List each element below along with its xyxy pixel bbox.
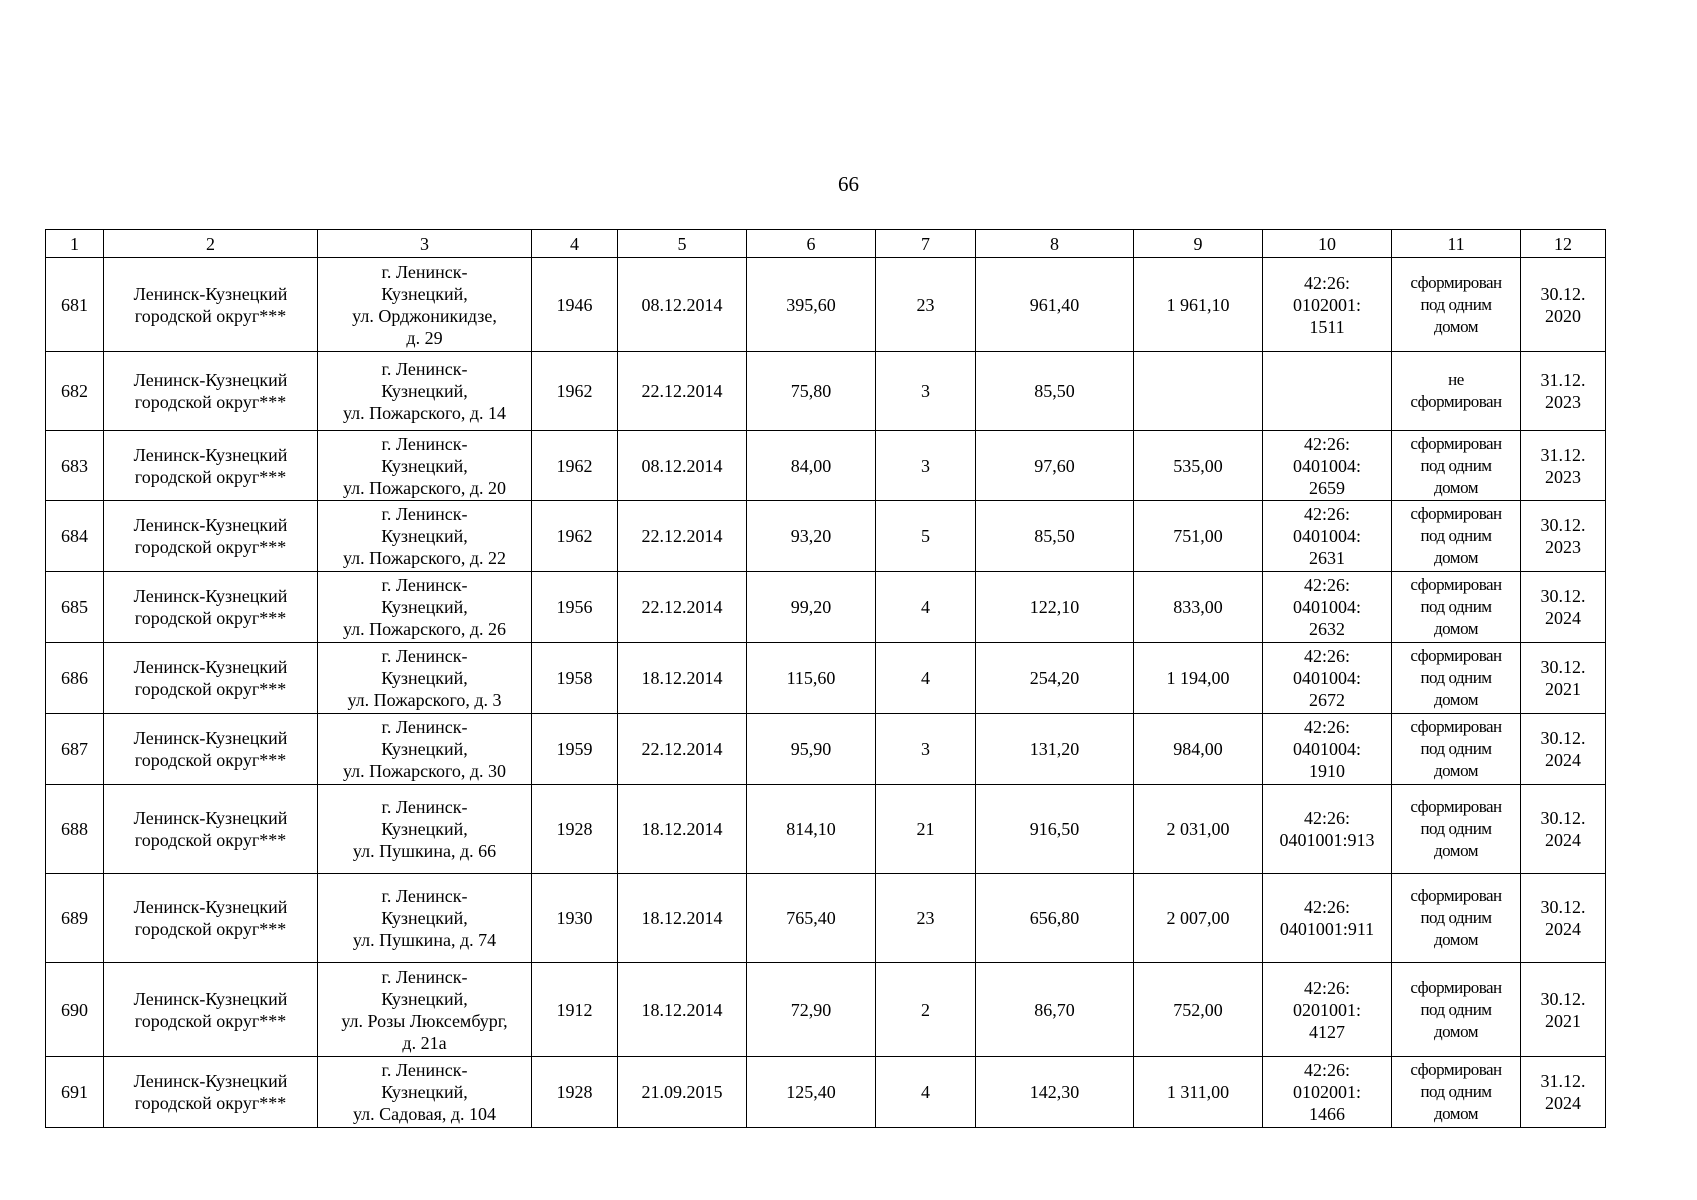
value-cell-9: 2 007,00 <box>1134 874 1263 963</box>
year-cell: 1958 <box>532 643 618 714</box>
table-body <box>46 258 1606 1128</box>
status-line: домом <box>1433 1021 1479 1041</box>
address-cell <box>318 352 532 431</box>
status-line: домом <box>1433 477 1479 497</box>
land-status-cell <box>1392 785 1521 874</box>
value-cell-8: 85,50 <box>976 352 1134 431</box>
cadastral-number-cell <box>1263 352 1392 431</box>
row-number-cell: 683 <box>46 431 104 501</box>
table-row <box>46 431 1606 501</box>
status-line: сформирован <box>1410 797 1502 816</box>
date-cell: 18.12.2014 <box>618 643 747 714</box>
column-header: 1 <box>46 230 104 258</box>
municipality-line: Ленинск-Кузнецкий <box>133 728 288 748</box>
address-line: г. Ленинск- <box>381 575 468 595</box>
value-cell-8: 97,60 <box>976 431 1134 501</box>
address-line: ул. Пожарского, д. 30 <box>342 761 507 781</box>
land-status-cell <box>1392 874 1521 963</box>
year-cell: 1928 <box>532 1057 618 1128</box>
date-cell: 18.12.2014 <box>618 785 747 874</box>
status-line: под одним <box>1420 908 1492 927</box>
cadastral-line: 0401004: <box>1292 455 1361 476</box>
table-row <box>46 963 1606 1057</box>
deadline-line: 2023 <box>1545 392 1581 412</box>
municipality-cell <box>104 501 318 572</box>
municipality-cell <box>104 572 318 643</box>
municipality-line: городской округ*** <box>134 537 287 557</box>
value-cell-7: 4 <box>876 643 976 714</box>
cadastral-line: 42:26: <box>1303 977 1350 998</box>
date-cell: 21.09.2015 <box>618 1057 747 1128</box>
status-line: под одним <box>1420 597 1492 616</box>
address-cell <box>318 1057 532 1128</box>
status-line: сформирован <box>1410 977 1502 997</box>
value-cell-9: 2 031,00 <box>1134 785 1263 874</box>
land-status-cell <box>1392 352 1521 431</box>
value-cell-9: 1 194,00 <box>1134 643 1263 714</box>
row-number-cell: 687 <box>46 714 104 785</box>
page-number: 66 <box>838 172 859 196</box>
value-cell-8: 961,40 <box>976 258 1134 352</box>
address-line: Кузнецкий, <box>381 283 468 304</box>
value-cell-7: 3 <box>876 431 976 501</box>
cadastral-number-cell <box>1263 874 1392 963</box>
municipality-cell <box>104 431 318 501</box>
row-number-cell: 685 <box>46 572 104 643</box>
year-cell: 1930 <box>532 874 618 963</box>
row-number-cell: 688 <box>46 785 104 874</box>
value-cell-7: 2 <box>876 963 976 1057</box>
cadastral-line: 0401001:911 <box>1279 919 1375 939</box>
address-line: ул. Пожарского, д. 20 <box>342 477 507 498</box>
cadastral-line: 0401001:913 <box>1279 830 1375 850</box>
address-cell <box>318 258 532 352</box>
value-cell-9: 752,00 <box>1134 963 1263 1057</box>
status-line: сформирован <box>1410 392 1502 411</box>
address-line: д. 29 <box>406 327 443 348</box>
municipality-line: Ленинск-Кузнецкий <box>133 515 288 535</box>
address-line: г. Ленинск- <box>381 504 468 524</box>
status-line: под одним <box>1420 455 1492 475</box>
address-line: Кузнецкий, <box>381 455 468 476</box>
land-status-cell <box>1392 431 1521 501</box>
column-header: 12 <box>1521 230 1606 258</box>
status-line: сформирован <box>1410 575 1502 594</box>
deadline-cell <box>1521 963 1606 1057</box>
value-cell-9 <box>1134 352 1263 431</box>
value-cell-7: 5 <box>876 501 976 572</box>
row-number-cell: 682 <box>46 352 104 431</box>
deadline-line: 30.12. <box>1540 988 1586 1009</box>
status-line: под одним <box>1420 1082 1492 1101</box>
status-line: под одним <box>1420 526 1492 545</box>
value-cell-8: 254,20 <box>976 643 1134 714</box>
address-line: г. Ленинск- <box>381 433 468 454</box>
table-row <box>46 1057 1606 1128</box>
cadastral-line: 42:26: <box>1303 717 1350 737</box>
address-line: Кузнецкий, <box>381 819 468 839</box>
housing-registry-table <box>45 229 1606 1128</box>
value-cell-6: 99,20 <box>747 572 876 643</box>
cadastral-number-cell <box>1263 431 1392 501</box>
date-cell: 22.12.2014 <box>618 714 747 785</box>
deadline-line: 31.12. <box>1540 1071 1586 1091</box>
cadastral-line: 0401004: <box>1292 526 1361 546</box>
address-line: Кузнецкий, <box>381 381 468 401</box>
value-cell-7: 4 <box>876 572 976 643</box>
row-number-cell: 691 <box>46 1057 104 1128</box>
address-cell <box>318 501 532 572</box>
column-header: 8 <box>976 230 1134 258</box>
address-line: г. Ленинск- <box>381 646 468 666</box>
cadastral-line: 42:26: <box>1303 1060 1350 1080</box>
municipality-line: городской округ*** <box>134 1010 287 1031</box>
value-cell-6: 95,90 <box>747 714 876 785</box>
value-cell-6: 395,60 <box>747 258 876 352</box>
cadastral-line: 0401004: <box>1292 668 1361 688</box>
address-line: ул. Садовая, д. 104 <box>352 1104 497 1124</box>
municipality-line: Ленинск-Кузнецкий <box>133 370 288 390</box>
status-line: сформирован <box>1410 433 1502 453</box>
cadastral-line: 0102001: <box>1292 1082 1361 1102</box>
address-cell <box>318 963 532 1057</box>
cadastral-line: 1910 <box>1309 761 1345 781</box>
deadline-line: 31.12. <box>1540 444 1586 465</box>
table-row <box>46 572 1606 643</box>
deadline-line: 30.12. <box>1540 657 1586 677</box>
cadastral-line: 0201001: <box>1292 999 1361 1020</box>
status-line: домом <box>1433 548 1479 567</box>
value-cell-7: 23 <box>876 258 976 352</box>
status-line: под одним <box>1420 739 1492 758</box>
municipality-cell <box>104 258 318 352</box>
address-cell <box>318 714 532 785</box>
address-line: ул. Пожарского, д. 22 <box>342 548 507 568</box>
cadastral-line: 2632 <box>1309 619 1345 639</box>
municipality-cell <box>104 714 318 785</box>
cadastral-number-cell <box>1263 258 1392 352</box>
cadastral-line: 42:26: <box>1303 575 1350 595</box>
municipality-cell <box>104 963 318 1057</box>
column-header: 10 <box>1263 230 1392 258</box>
status-line: сформирован <box>1410 1060 1502 1079</box>
value-cell-9: 833,00 <box>1134 572 1263 643</box>
cadastral-line: 2659 <box>1309 477 1345 498</box>
address-line: ул. Пожарского, д. 3 <box>347 690 502 710</box>
address-cell <box>318 572 532 643</box>
status-line: домом <box>1433 690 1479 709</box>
date-cell: 08.12.2014 <box>618 431 747 501</box>
municipality-line: Ленинск-Кузнецкий <box>133 444 288 465</box>
land-status-cell <box>1392 643 1521 714</box>
municipality-line: городской округ*** <box>134 305 287 326</box>
value-cell-6: 115,60 <box>747 643 876 714</box>
municipality-line: городской округ*** <box>134 750 287 770</box>
municipality-cell <box>104 874 318 963</box>
deadline-cell <box>1521 258 1606 352</box>
cadastral-line: 42:26: <box>1303 433 1350 454</box>
deadline-line: 30.12. <box>1540 515 1586 535</box>
date-cell: 08.12.2014 <box>618 258 747 352</box>
table-row <box>46 501 1606 572</box>
municipality-cell <box>104 1057 318 1128</box>
address-line: г. Ленинск- <box>381 1060 468 1080</box>
cadastral-number-cell <box>1263 1057 1392 1128</box>
table-row <box>46 785 1606 874</box>
status-line: не <box>1448 370 1464 389</box>
date-cell: 22.12.2014 <box>618 572 747 643</box>
status-line: сформирован <box>1410 272 1502 292</box>
address-line: г. Ленинск- <box>381 966 468 987</box>
year-cell: 1956 <box>532 572 618 643</box>
column-header: 5 <box>618 230 747 258</box>
deadline-cell <box>1521 431 1606 501</box>
table-row <box>46 352 1606 431</box>
cadastral-number-cell <box>1263 963 1392 1057</box>
table-row <box>46 258 1606 352</box>
municipality-line: городской округ*** <box>134 830 287 850</box>
deadline-line: 2024 <box>1545 608 1581 628</box>
cadastral-line: 42:26: <box>1303 808 1350 828</box>
value-cell-6: 125,40 <box>747 1057 876 1128</box>
status-line: домом <box>1433 1104 1479 1123</box>
status-line: под одним <box>1420 999 1492 1019</box>
municipality-line: Ленинск-Кузнецкий <box>133 808 288 828</box>
land-status-cell <box>1392 501 1521 572</box>
value-cell-6: 93,20 <box>747 501 876 572</box>
row-number-cell: 690 <box>46 963 104 1057</box>
row-number-cell: 681 <box>46 258 104 352</box>
cadastral-line: 0401004: <box>1292 739 1361 759</box>
column-header: 4 <box>532 230 618 258</box>
address-line: Кузнецкий, <box>381 597 468 617</box>
address-line: г. Ленинск- <box>381 359 468 379</box>
address-line: ул. Пушкина, д. 66 <box>352 841 497 861</box>
date-cell: 18.12.2014 <box>618 874 747 963</box>
address-line: Кузнецкий, <box>381 1082 468 1102</box>
date-cell: 22.12.2014 <box>618 352 747 431</box>
cadastral-line: 42:26: <box>1303 897 1350 917</box>
deadline-cell <box>1521 714 1606 785</box>
deadline-line: 31.12. <box>1540 370 1586 390</box>
address-line: ул. Пожарского, д. 14 <box>342 403 507 423</box>
value-cell-7: 4 <box>876 1057 976 1128</box>
deadline-line: 2024 <box>1545 830 1581 850</box>
address-line: ул. Пушкина, д. 74 <box>352 930 497 950</box>
deadline-line: 2021 <box>1545 679 1581 699</box>
land-status-cell <box>1392 258 1521 352</box>
year-cell: 1962 <box>532 352 618 431</box>
cadastral-number-cell <box>1263 643 1392 714</box>
municipality-line: городской округ*** <box>134 919 287 939</box>
deadline-line: 30.12. <box>1540 586 1586 606</box>
cadastral-number-cell <box>1263 714 1392 785</box>
deadline-line: 2024 <box>1545 750 1581 770</box>
deadline-line: 30.12. <box>1540 897 1586 917</box>
deadline-line: 2021 <box>1545 1010 1581 1031</box>
date-cell: 18.12.2014 <box>618 963 747 1057</box>
address-line: д. 21а <box>402 1032 447 1053</box>
table-row <box>46 643 1606 714</box>
address-line: Кузнецкий, <box>381 988 468 1009</box>
municipality-line: городской округ*** <box>134 1093 287 1113</box>
value-cell-8: 85,50 <box>976 501 1134 572</box>
address-line: Кузнецкий, <box>381 668 468 688</box>
value-cell-9: 1 311,00 <box>1134 1057 1263 1128</box>
year-cell: 1962 <box>532 501 618 572</box>
address-line: г. Ленинск- <box>381 717 468 737</box>
value-cell-9: 984,00 <box>1134 714 1263 785</box>
deadline-line: 30.12. <box>1540 808 1586 828</box>
cadastral-line: 2672 <box>1309 690 1345 710</box>
municipality-line: городской округ*** <box>134 466 287 487</box>
column-header: 9 <box>1134 230 1263 258</box>
value-cell-9: 1 961,10 <box>1134 258 1263 352</box>
status-line: домом <box>1433 316 1479 336</box>
municipality-cell <box>104 352 318 431</box>
value-cell-6: 72,90 <box>747 963 876 1057</box>
value-cell-7: 3 <box>876 352 976 431</box>
status-line: домом <box>1433 761 1479 780</box>
municipality-line: Ленинск-Кузнецкий <box>133 1071 288 1091</box>
cadastral-line: 2631 <box>1309 548 1345 568</box>
cadastral-line: 42:26: <box>1303 504 1350 524</box>
address-cell <box>318 785 532 874</box>
date-cell: 22.12.2014 <box>618 501 747 572</box>
status-line: сформирован <box>1410 717 1502 736</box>
deadline-cell <box>1521 352 1606 431</box>
deadline-line: 30.12. <box>1540 728 1586 748</box>
value-cell-8: 122,10 <box>976 572 1134 643</box>
cadastral-line: 4127 <box>1309 1021 1345 1042</box>
deadline-line: 2023 <box>1545 466 1581 487</box>
address-cell <box>318 431 532 501</box>
address-line: г. Ленинск- <box>381 261 468 282</box>
column-header: 2 <box>104 230 318 258</box>
deadline-cell <box>1521 785 1606 874</box>
address-cell <box>318 874 532 963</box>
status-line: домом <box>1433 841 1479 860</box>
address-line: г. Ленинск- <box>381 886 468 906</box>
municipality-line: Ленинск-Кузнецкий <box>133 988 288 1009</box>
deadline-line: 30.12. <box>1540 283 1586 304</box>
status-line: под одним <box>1420 294 1492 314</box>
deadline-cell <box>1521 1057 1606 1128</box>
column-header: 3 <box>318 230 532 258</box>
cadastral-number-cell <box>1263 501 1392 572</box>
value-cell-9: 751,00 <box>1134 501 1263 572</box>
land-status-cell <box>1392 714 1521 785</box>
status-line: под одним <box>1420 668 1492 687</box>
address-line: Кузнецкий, <box>381 908 468 928</box>
deadline-cell <box>1521 572 1606 643</box>
value-cell-8: 916,50 <box>976 785 1134 874</box>
cadastral-line: 42:26: <box>1303 272 1350 293</box>
address-line: ул. Розы Люксембург, <box>341 1010 508 1031</box>
value-cell-6: 75,80 <box>747 352 876 431</box>
address-line: ул. Пожарского, д. 26 <box>342 619 507 639</box>
cadastral-line: 0401004: <box>1292 597 1361 617</box>
value-cell-8: 86,70 <box>976 963 1134 1057</box>
deadline-line: 2020 <box>1545 305 1581 326</box>
land-status-cell <box>1392 1057 1521 1128</box>
status-line: под одним <box>1420 819 1492 838</box>
deadline-line: 2023 <box>1545 537 1581 557</box>
municipality-line: Ленинск-Кузнецкий <box>133 283 288 304</box>
value-cell-9: 535,00 <box>1134 431 1263 501</box>
status-line: сформирован <box>1410 646 1502 665</box>
cadastral-line: 42:26: <box>1303 646 1350 666</box>
land-status-cell <box>1392 572 1521 643</box>
year-cell: 1912 <box>532 963 618 1057</box>
row-number-cell: 686 <box>46 643 104 714</box>
column-header: 6 <box>747 230 876 258</box>
value-cell-6: 765,40 <box>747 874 876 963</box>
address-cell <box>318 643 532 714</box>
year-cell: 1928 <box>532 785 618 874</box>
municipality-line: Ленинск-Кузнецкий <box>133 657 288 677</box>
value-cell-7: 21 <box>876 785 976 874</box>
column-header: 7 <box>876 230 976 258</box>
value-cell-8: 656,80 <box>976 874 1134 963</box>
status-line: домом <box>1433 930 1479 949</box>
municipality-cell <box>104 785 318 874</box>
row-number-cell: 689 <box>46 874 104 963</box>
cadastral-line: 1466 <box>1309 1104 1345 1124</box>
deadline-line: 2024 <box>1545 1093 1581 1113</box>
value-cell-8: 131,20 <box>976 714 1134 785</box>
municipality-line: городской округ*** <box>134 608 287 628</box>
address-line: г. Ленинск- <box>381 797 468 817</box>
municipality-line: городской округ*** <box>134 392 287 412</box>
column-number-row <box>46 230 1606 258</box>
value-cell-6: 814,10 <box>747 785 876 874</box>
status-line: сформирован <box>1410 886 1502 905</box>
deadline-cell <box>1521 874 1606 963</box>
year-cell: 1962 <box>532 431 618 501</box>
deadline-cell <box>1521 643 1606 714</box>
table-row <box>46 874 1606 963</box>
municipality-line: Ленинск-Кузнецкий <box>133 897 288 917</box>
municipality-cell <box>104 643 318 714</box>
deadline-cell <box>1521 501 1606 572</box>
value-cell-6: 84,00 <box>747 431 876 501</box>
cadastral-number-cell <box>1263 785 1392 874</box>
municipality-line: городской округ*** <box>134 679 287 699</box>
value-cell-8: 142,30 <box>976 1057 1134 1128</box>
status-line: сформирован <box>1410 504 1502 523</box>
row-number-cell: 684 <box>46 501 104 572</box>
address-line: Кузнецкий, <box>381 739 468 759</box>
value-cell-7: 23 <box>876 874 976 963</box>
cadastral-line: 0102001: <box>1292 294 1361 315</box>
year-cell: 1959 <box>532 714 618 785</box>
municipality-line: Ленинск-Кузнецкий <box>133 586 288 606</box>
value-cell-7: 3 <box>876 714 976 785</box>
year-cell: 1946 <box>532 258 618 352</box>
cadastral-line: 1511 <box>1309 316 1345 337</box>
land-status-cell <box>1392 963 1521 1057</box>
address-line: ул. Орджоникидзе, <box>352 305 497 326</box>
address-line: Кузнецкий, <box>381 526 468 546</box>
column-header: 11 <box>1392 230 1521 258</box>
table-row <box>46 714 1606 785</box>
cadastral-number-cell <box>1263 572 1392 643</box>
deadline-line: 2024 <box>1545 919 1581 939</box>
status-line: домом <box>1433 619 1479 638</box>
